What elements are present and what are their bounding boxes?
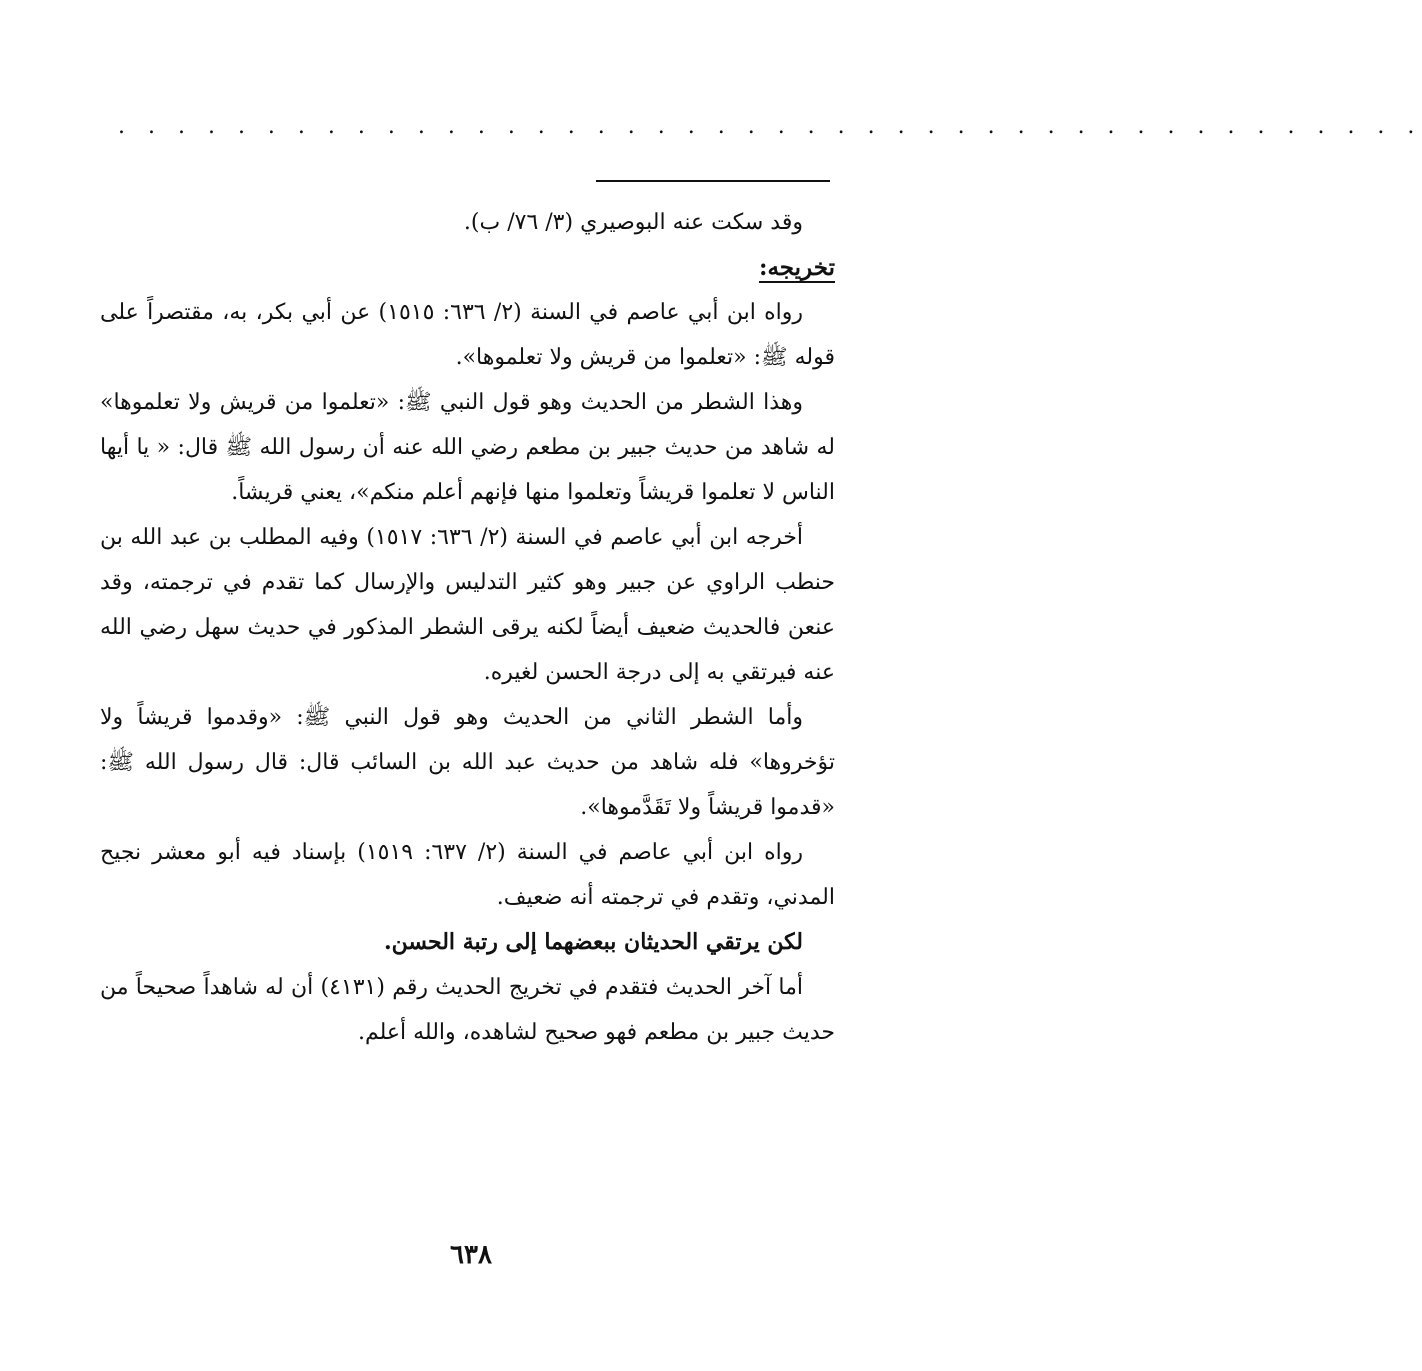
closing-paragraph: أما آخر الحديث فتقدم في تخريج الحديث رقم (٤١٣١) أن له شاهداً صحيحاً من حديث جبير بن مطعم فهو صحيح لشاهده، والله أعلم. [100,975,835,1045]
paragraph: أخرجه ابن أبي عاصم في السنة (٢/ ٦٣٦: ١٥١٧) وفيه المطلب بن عبد الله بن حنطب الراوي عن جبير وهو كثير التدليس والإرسال كما تقدم في ترجمته، وقد عنعن فالحديث ضعيف أيضاً لكنه يرقى الشطر المذكور في حديث سهل رضي الله عنه فيرتقي به إلى درجة الحسن لغيره. [100,525,835,685]
section-heading [100,245,835,290]
paragraph: وأما الشطر الثاني من الحديث وهو قول النبي ﷺ: «وقدموا قريشاً ولا تؤخروها» فله شاهد من حديث عبد الله بن السائب قال: قال رسول الله ﷺ: «قدموا قريشاً ولا تَقَدَّموها». [100,705,835,820]
dotted-separator: . . . . . . . . . . . . . . . . . . . . . . . . . . . . . . . . . . . . . . . . . . . . [118,114,1422,139]
paragraph: وهذا الشطر من الحديث وهو قول النبي ﷺ: «تعلموا من قريش ولا تعلموها» له شاهد من حديث جبير بن مطعم رضي الله عنه أن رسول الله ﷺ قال: « يا أيها الناس لا تعلموا قريشاً وتعلموا منها فإنهم أعلم منكم»، يعني قريشاً. [100,390,835,505]
footnote-line: وقد سكت عنه البوصيري (٣/ ٧٦/ ب). [463,210,803,235]
page-number: ٦٣٨ [450,1240,492,1270]
footnote-rule [596,180,830,182]
paragraph: رواه ابن أبي عاصم في السنة (٢/ ٦٣٧: ١٥١٩) بإسناد فيه أبو معشر نجيح المدني، وتقدم في ترجمته أنه ضعيف. [100,840,835,910]
section-heading-text: تخريجه: [758,254,835,281]
paragraph: رواه ابن أبي عاصم في السنة (٢/ ٦٣٦: ١٥١٥) عن أبي بكر، به، مقتصراً على قوله ﷺ: «تعلموا من قريش ولا تعلموها». [100,300,835,370]
page-body [100,200,835,1055]
conclusion-line: لكن يرتقي الحديثان ببعضهما إلى رتبة الحسن. [384,929,803,955]
